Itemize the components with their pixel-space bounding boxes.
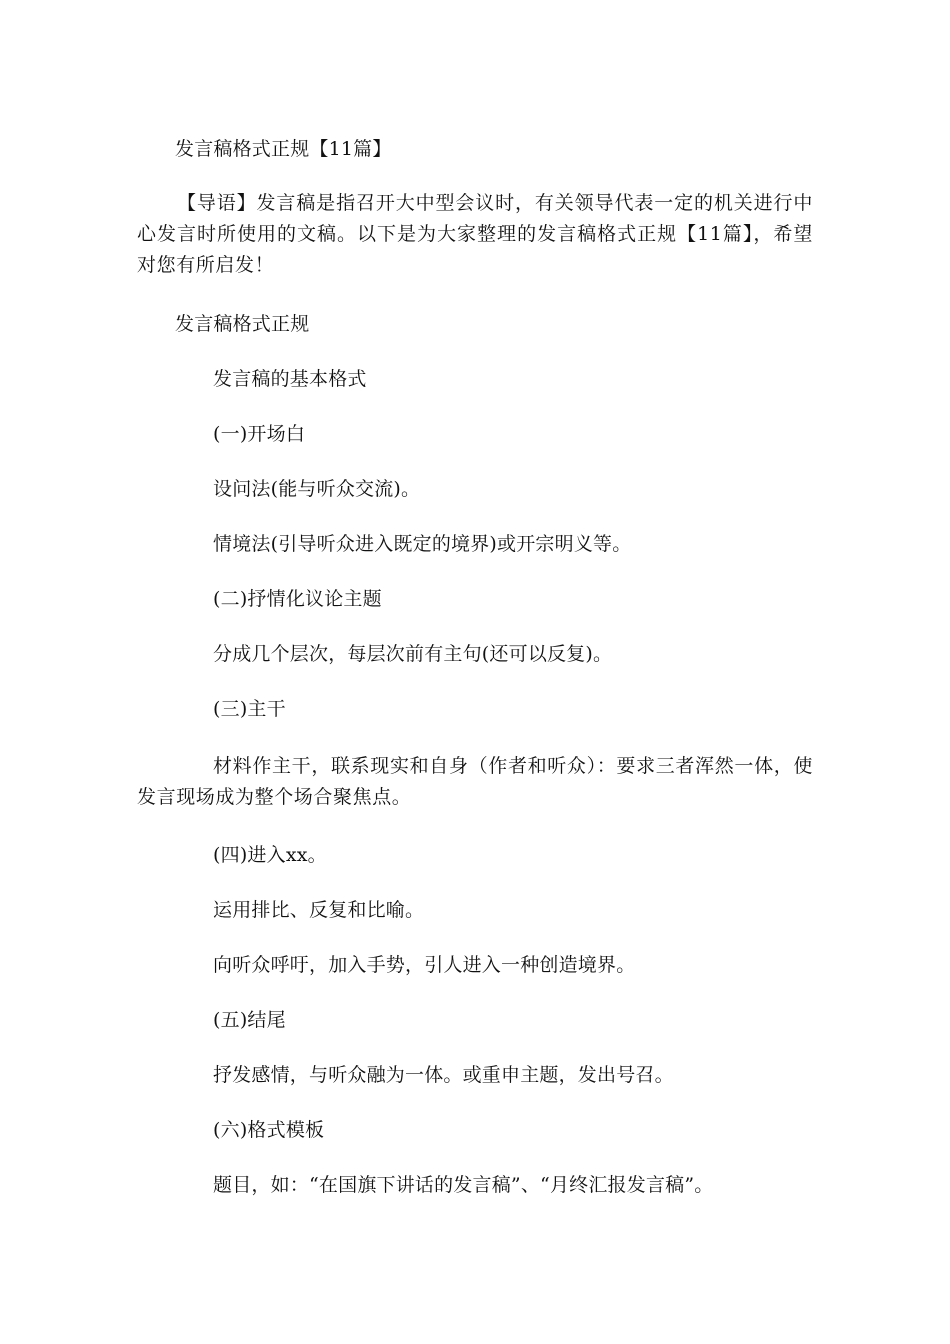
part1-item-1: 设问法(能与听众交流)。	[213, 478, 421, 500]
section-heading: 发言稿格式正规	[175, 313, 310, 335]
part5-item-1: 抒发感情，与听众融为一体。或重申主题，发出号召。	[213, 1064, 674, 1086]
part1-item-2: 情境法(引导听众进入既定的境界)或开宗明义等。	[213, 533, 632, 555]
part2-item-1: 分成几个层次，每层次前有主句(还可以反复)。	[213, 643, 613, 665]
part4-heading: (四)进入xx。	[213, 844, 327, 866]
part4-item-1: 运用排比、反复和比喻。	[213, 899, 425, 921]
part1-heading: (一)开场白	[213, 423, 306, 445]
intro-paragraph: 【导语】发言稿是指召开大中型会议时，有关领导代表一定的机关进行中心发言时所使用的文稿。以下是为大家整理的发言稿格式正规【11篇】，希望对您有所启发！	[137, 192, 813, 276]
part4-item-2: 向听众呼吁，加入手势，引人进入一种创造境界。	[213, 954, 636, 976]
part6-item-1: 题目，如：“在国旗下讲话的发言稿”、“月终汇报发言稿”。	[213, 1174, 714, 1196]
part3-heading: (三)主干	[213, 698, 286, 720]
part5-heading: (五)结尾	[213, 1009, 286, 1031]
basic-format-heading: 发言稿的基本格式	[213, 368, 367, 390]
part2-heading: (二)抒情化议论主题	[213, 588, 382, 610]
part6-heading: (六)格式模板	[213, 1119, 325, 1141]
part3-item-1: 材料作主干，联系现实和自身（作者和听众）：要求三者浑然一体，使发言现场成为整个场合聚焦点。	[137, 755, 813, 808]
document-title: 发言稿格式正规【11篇】	[175, 138, 392, 160]
